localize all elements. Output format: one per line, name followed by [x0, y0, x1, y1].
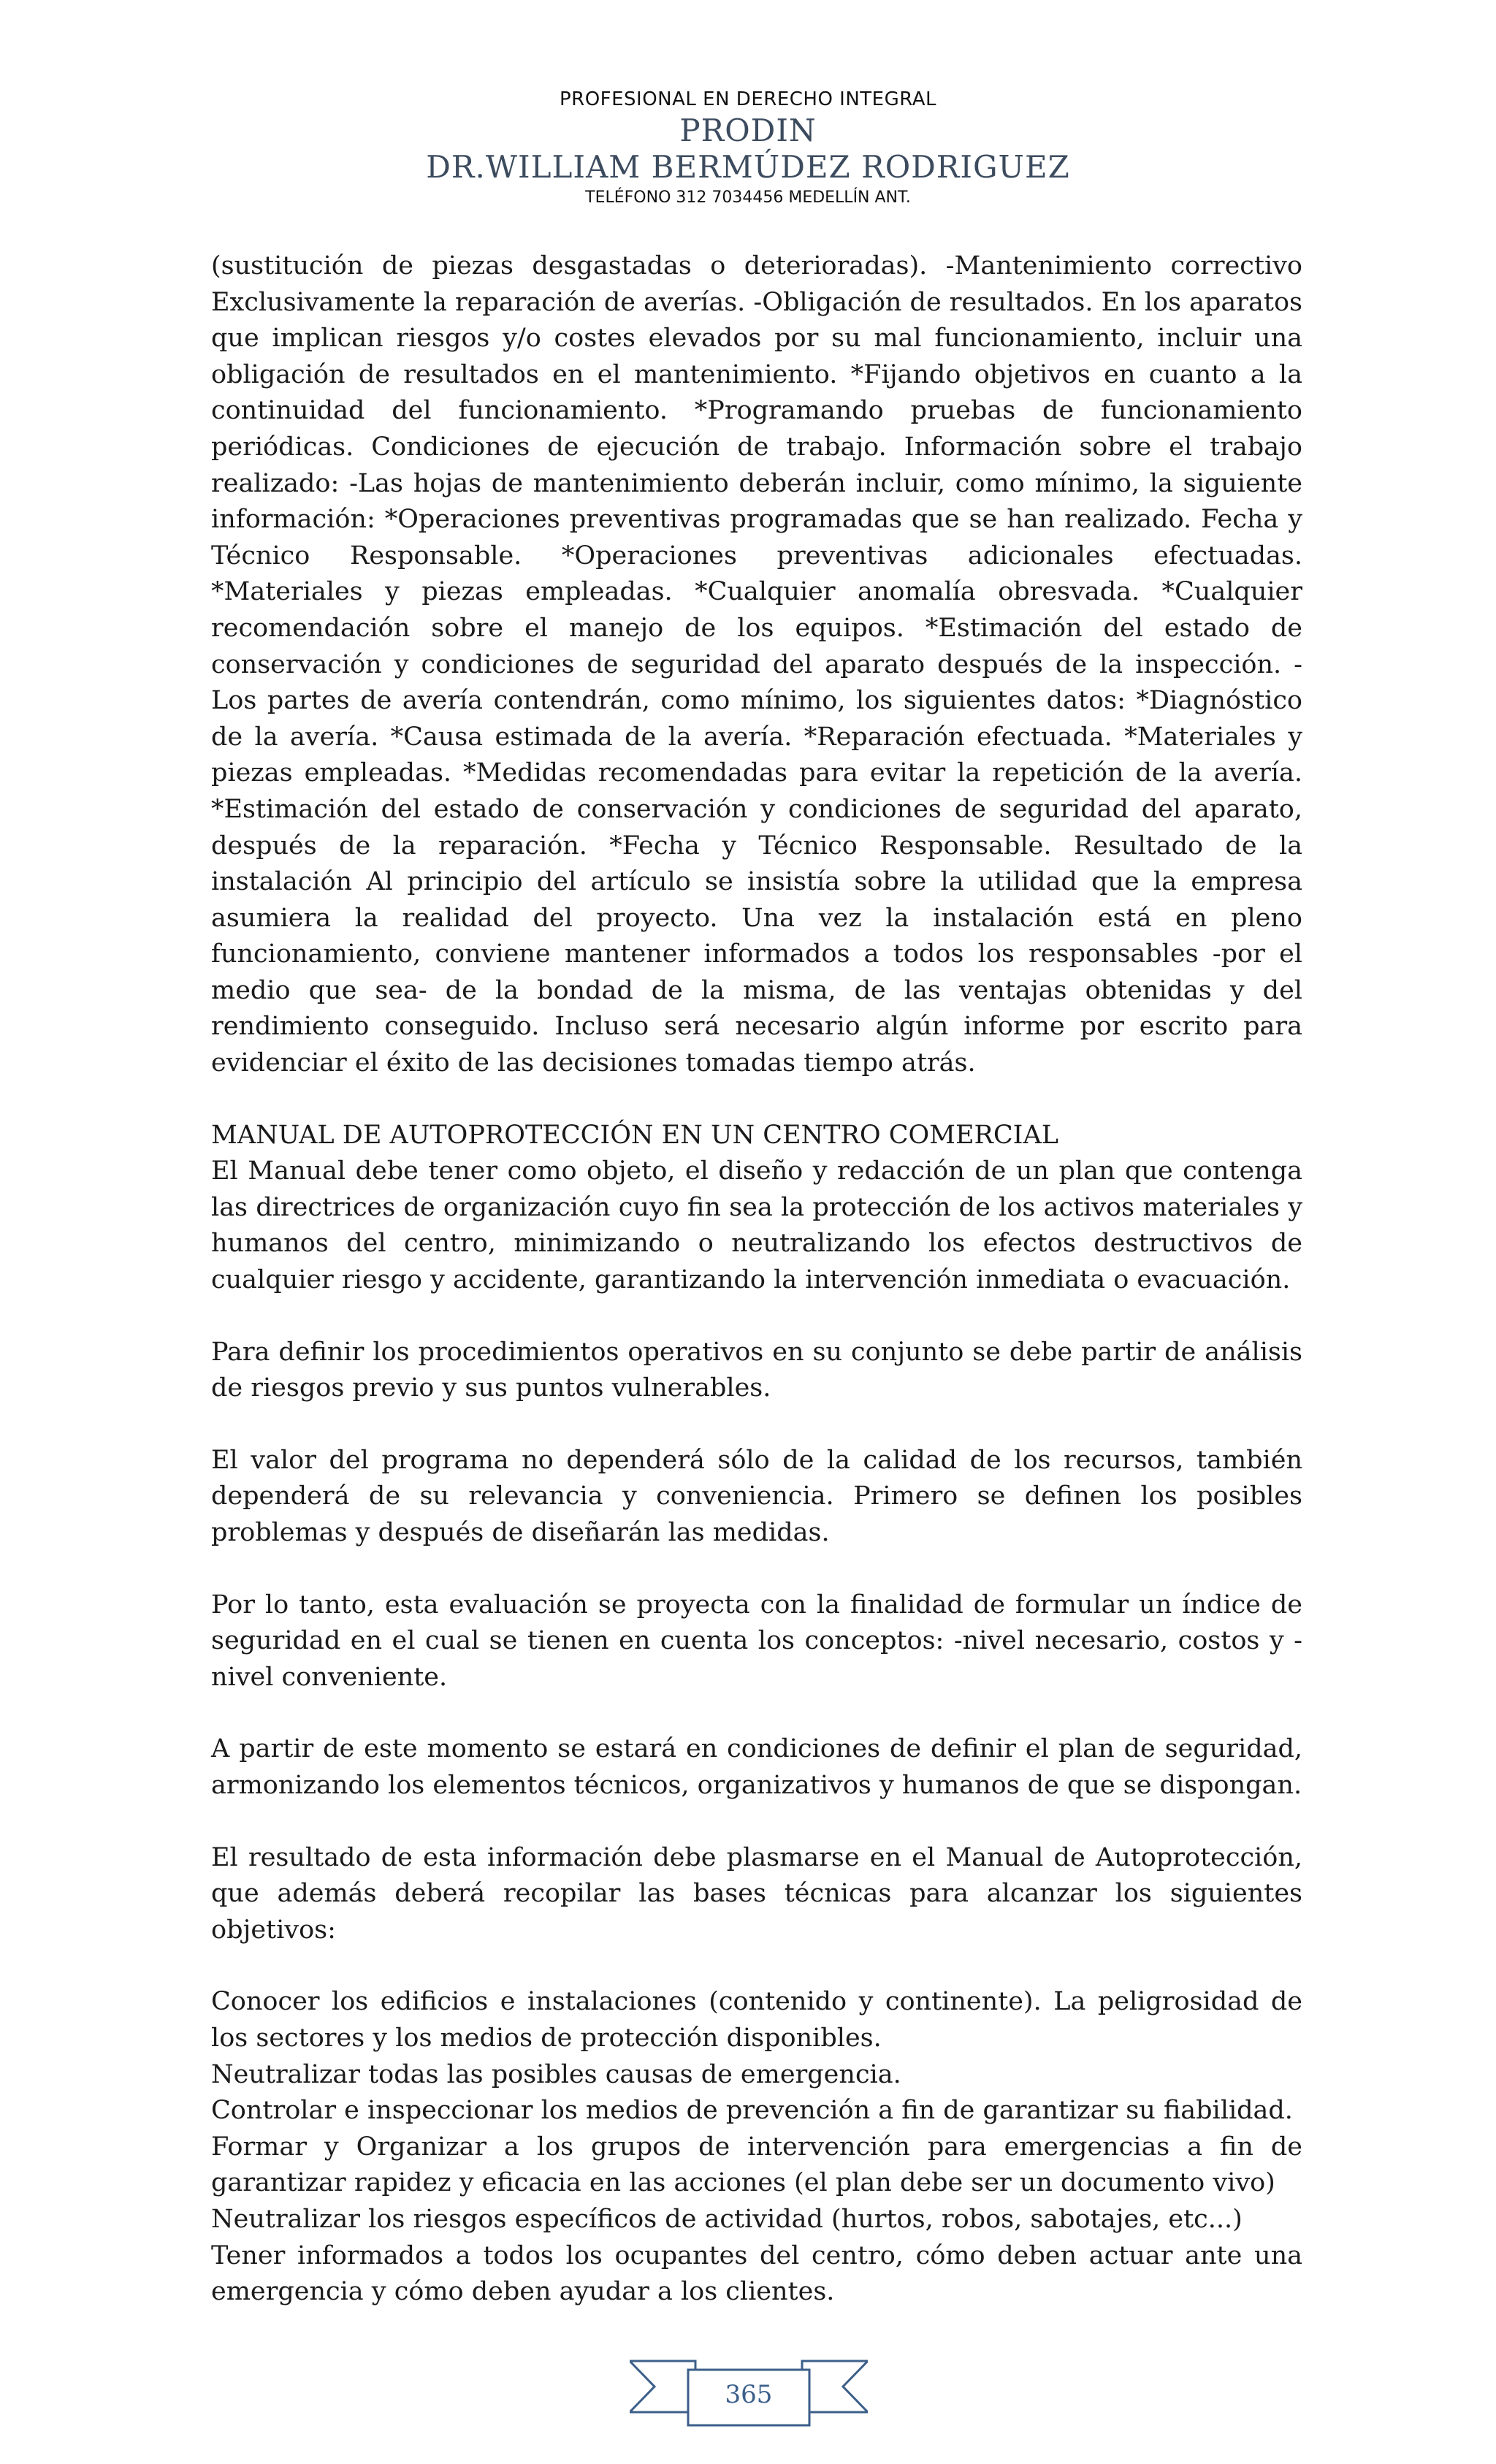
paragraph-evaluation: Por lo tanto, esta evaluación se proyecta con la finalidad de formular un índice de seguridad en el cual se tienen en cuenta los conceptos: -nivel necesario, costos y -nivel conveniente. [211, 1590, 1302, 1692]
list-item: Controlar e inspeccionar los medios de prevención a fin de garantizar su fiabilidad. [211, 2096, 1293, 2126]
header-profession: PROFESIONAL EN DERECHO INTEGRAL [559, 88, 937, 110]
paragraph-security-plan: A partir de este momento se estará en condiciones de definir el plan de seguridad, armonizando los elementos técnicos, organizativos y humanos de que se dispongan. [211, 1734, 1302, 1800]
list-item: Conocer los edificios e instalaciones (contenido y continente). La peligrosidad de los sectores y los medios de protección disponibles. [211, 1987, 1302, 2053]
paragraph-program-value: El valor del programa no dependerá sólo de la calidad de los recursos, también dependerá de su relevancia y conveniencia. Primero se definen los posibles problemas y después de diseñarán las medidas. [211, 1445, 1302, 1547]
list-item: Formar y Organizar a los grupos de intervención para emergencias a fin de garantizar rapidez y eficacia en las acciones (el plan debe ser un documento vivo) [211, 2132, 1302, 2198]
paragraph-manual-objective: El Manual debe tener como objeto, el diseño y redacción de un plan que contenga las directrices de organización cuyo fin sea la protección de los activos materiales y humanos del centro, minimizando o neutralizando los efectos destructivos de cualquier riesgo y accidente, garantizando la intervención inmediata o evacuación. [211, 1156, 1302, 1295]
objectives-list [211, 1984, 1302, 2310]
list-item: Neutralizar todas las posibles causas de emergencia. [211, 2059, 901, 2089]
header-firm-name: PRODIN [679, 112, 817, 148]
page-header [0, 86, 1496, 210]
paragraph-maintenance: (sustitución de piezas desgastadas o deterioradas). -Mantenimiento correctivo Exclusivamente la reparación de averías. -Obligación de resultados. En los aparatos que implican riesgos y/o costes elevados por su mal funcionamiento, incluir una obligación de resultados en el mantenimiento. *Fijando objetivos en cuanto a la continuidad del funcionamiento. *Programando pruebas de funcionamiento periódicas. Condiciones de ejecución de trabajo. Información sobre el trabajo realizado: -Las hojas de mantenimiento deberán incluir, como mínimo, la siguiente información: *Operaciones preventivas programadas que se han realizado. Fecha y Técnico Responsable. *Operaciones preventivas adicionales efectuadas. *Materiales y piezas empleadas. *Cualquier anomalía obresvada. *Cualquier recomendación sobre el manejo de los equipos. *Estimación del estado de conservación y condiciones de seguridad del aparato después de la inspección. - Los partes de avería contendrán, como mínimo, los siguientes datos: *Diagnóstico de la avería. *Causa estimada de la avería. *Reparación efectuada. *Materiales y piezas empleadas. *Medidas recomendadas para evitar la repetición de la avería. *Estimación del estado de conservación y condiciones de seguridad del aparato, después de la reparación. *Fecha y Técnico Responsable. Resultado de la instalación Al principio del artículo se insistía sobre la utilidad que la empresa asumiera la realidad del proyecto. Una vez la instalación está en pleno funcionamiento, conviene mantener informados a todos los responsables -por el medio que sea- de la bondad de la misma, de las ventajas obtenidas y del rendimiento conseguido. Incluso será necesario algún informe por escrito para evidenciar el éxito de las decisiones tomadas tiempo atrás. [211, 251, 1302, 1078]
paragraph-result: El resultado de esta información debe plasmarse en el Manual de Autoprotección, que además deberá recopilar las bases técnicas para alcanzar los siguientes objetivos: [211, 1842, 1302, 1945]
page-footer [630, 2358, 868, 2431]
header-phone: TELÉFONO 312 7034456 MEDELLÍN ANT. [585, 188, 911, 207]
list-item: Neutralizar los riesgos específicos de actividad (hurtos, robos, sabotajes, etc...) [211, 2204, 1243, 2234]
paragraph-procedures: Para definir los procedimientos operativos en su conjunto se debe partir de análisis de riesgos previo y sus puntos vulnerables. [211, 1337, 1302, 1403]
header-author-name: DR.WILLIAM BERMÚDEZ RODRIGUEZ [426, 149, 1070, 185]
section-heading: MANUAL DE AUTOPROTECCIÓN EN UN CENTRO COMERCIAL [211, 1120, 1059, 1150]
document-body [211, 248, 1302, 2311]
list-item: Tener informados a todos los ocupantes del centro, cómo deben actuar ante una emergencia y cómo deben ayudar a los clientes. [211, 2240, 1302, 2307]
page-number: 365 [725, 2380, 773, 2409]
